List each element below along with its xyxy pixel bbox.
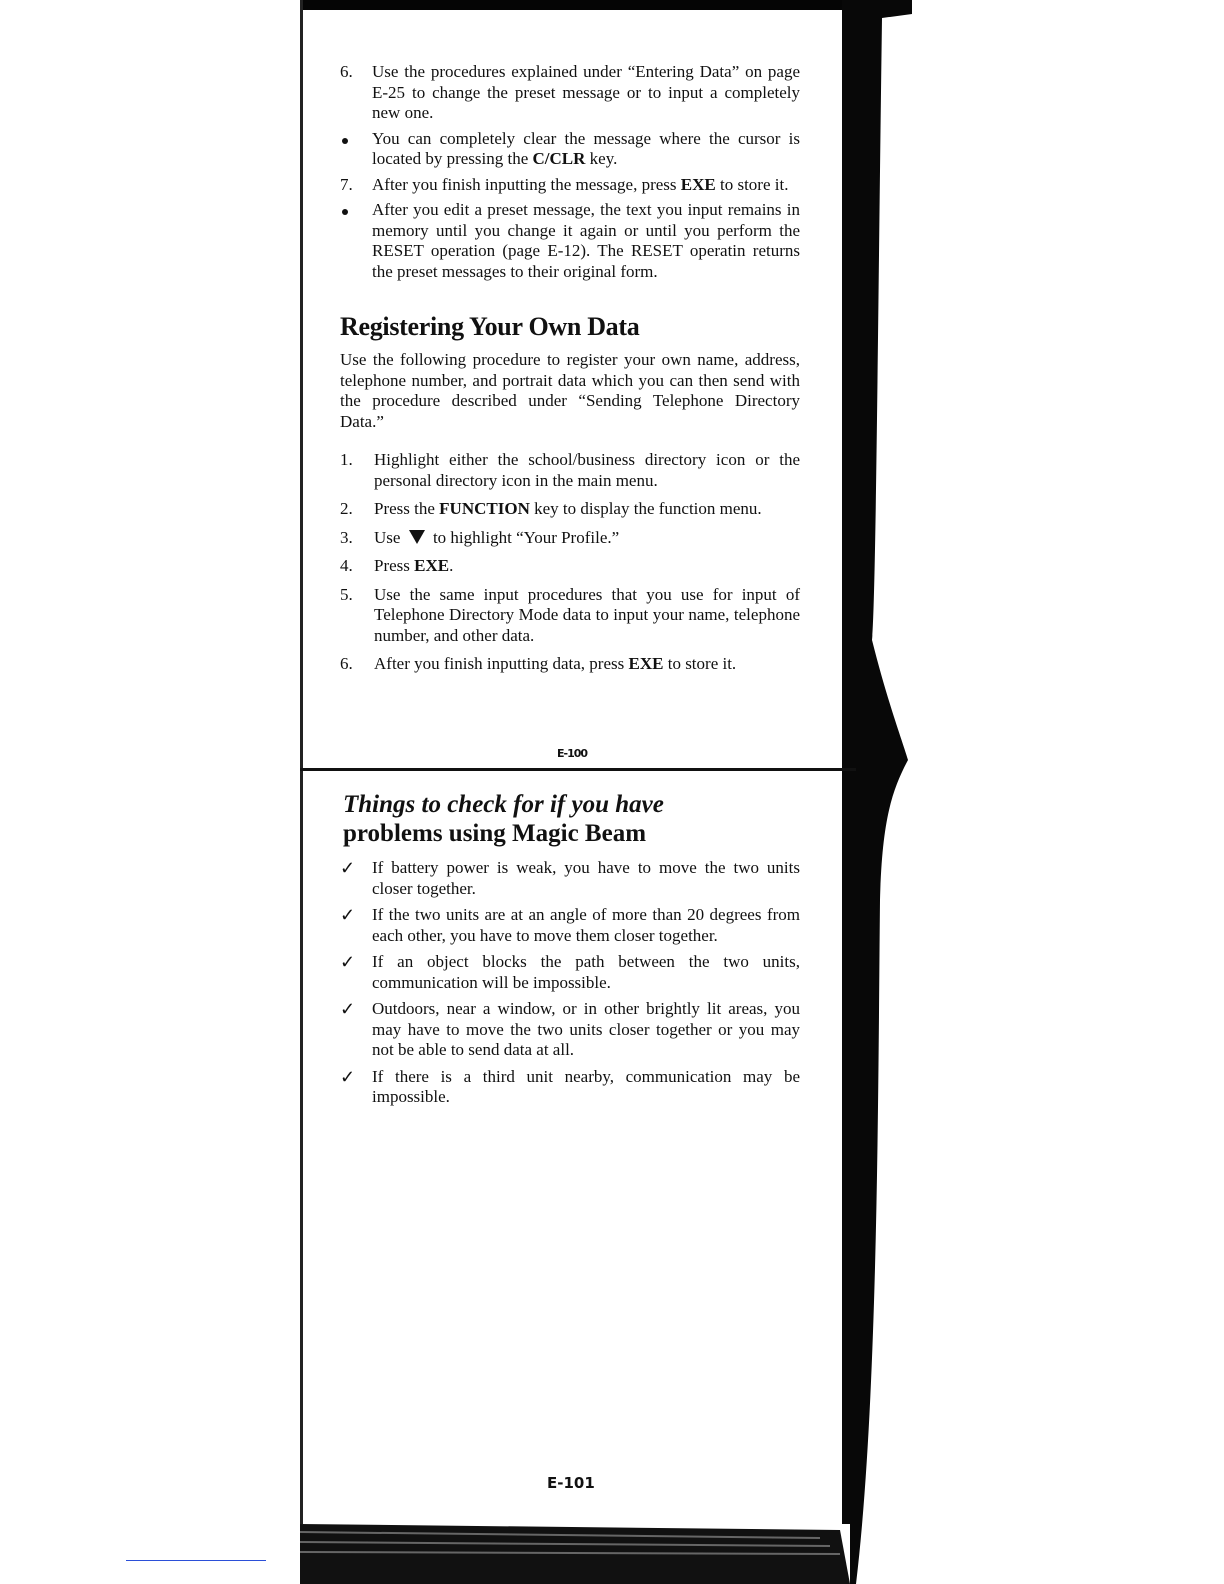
page-number-bottom: E-101	[547, 1474, 595, 1492]
bullet-item	[340, 129, 800, 170]
text-run: Use	[374, 527, 405, 547]
checklist	[340, 858, 800, 1108]
text-run: to store it.	[715, 174, 789, 194]
step-text	[374, 556, 800, 577]
section-title: Registering Your Own Data	[340, 312, 640, 341]
step-number: 6.	[340, 654, 353, 673]
page-e100	[340, 62, 800, 683]
scan-page-curl	[300, 10, 860, 16]
check-item	[340, 905, 800, 946]
down-arrow-icon	[409, 530, 425, 544]
check-text: If there is a third unit nearby, communication may be impossible.	[372, 1066, 800, 1106]
text-run: key to display the function menu.	[529, 499, 762, 518]
page-number-top: E-100	[557, 747, 588, 760]
bullet-item	[340, 200, 800, 282]
step-item	[340, 585, 800, 647]
text-run: to highlight “Your Profile.”	[428, 527, 620, 547]
step-item	[340, 528, 800, 549]
step-text	[374, 654, 800, 675]
key-name: EXE	[680, 174, 716, 194]
numbered-item	[340, 62, 800, 124]
item-text	[372, 175, 800, 196]
numbered-item	[340, 175, 800, 196]
text-run: After you finish inputting data, press	[374, 654, 629, 673]
key-name: FUNCTION	[439, 499, 530, 518]
scan-edge-bottom	[300, 1524, 850, 1584]
page-divider	[300, 768, 856, 771]
item-text	[372, 129, 800, 170]
check-text: If an object blocks the path between the two units, communication will be impossible.	[372, 952, 800, 992]
check-item	[340, 1067, 800, 1108]
text-run: Press	[374, 556, 415, 575]
step-text	[374, 528, 800, 549]
check-item	[340, 858, 800, 899]
step-number: 4.	[340, 556, 353, 575]
text-run: Use the procedures explained under “Entering Data” on page E-25 to change the preset message or to input a completely new one.	[372, 62, 800, 122]
step-number: 2.	[340, 499, 353, 518]
step-item	[340, 499, 800, 520]
item-text	[372, 62, 800, 124]
step-item	[340, 654, 800, 675]
page-e101	[340, 790, 800, 1114]
text-run: Use the same input procedures that you use for input of Telephone Directory Mode data to input your name, telephone number, and other data.	[374, 584, 800, 645]
instruction-list	[340, 62, 800, 282]
title-line-1: Things to check for if you have	[343, 791, 664, 818]
step-item	[340, 556, 800, 577]
footnote-rule	[126, 1560, 266, 1561]
check-text: If the two units are at an angle of more than 20 degrees from each other, you have to move them closer together.	[372, 905, 800, 945]
bullet-icon	[342, 138, 348, 144]
item-marker	[340, 200, 372, 221]
step-text	[374, 499, 800, 520]
text-run: to store it.	[663, 654, 737, 673]
check-item	[340, 999, 800, 1061]
troubleshooting-title	[343, 790, 800, 848]
item-marker	[340, 129, 372, 150]
step-text	[374, 450, 800, 491]
step-number: 1.	[340, 450, 353, 469]
text-run: You can completely clear the message where the cursor is located by pressing the	[372, 128, 800, 168]
scan-binding-shadow	[842, 0, 912, 1584]
step-number: 5.	[340, 584, 353, 604]
checkmark-icon: ✓	[340, 858, 356, 878]
text-run: .	[449, 556, 454, 575]
check-item	[340, 952, 800, 993]
checkmark-icon: ✓	[340, 905, 356, 925]
text-run: Press the	[374, 499, 440, 518]
bullet-icon	[342, 209, 348, 215]
step-text	[374, 585, 800, 647]
key-name: C/CLR	[532, 149, 586, 168]
item-text	[372, 200, 800, 282]
checkmark-icon: ✓	[340, 999, 356, 1019]
item-marker: 6.	[340, 62, 353, 81]
check-text: If battery power is weak, you have to move the two units closer together.	[372, 858, 800, 898]
text-run: Highlight either the school/business directory icon or the personal directory icon in the main menu.	[374, 450, 800, 490]
item-marker: 7.	[340, 174, 353, 194]
text-run: After you finish inputting the message, press	[372, 174, 681, 194]
checkmark-icon: ✓	[340, 1066, 356, 1087]
step-item	[340, 450, 800, 491]
procedure-steps	[340, 450, 800, 675]
text-run: After you edit a preset message, the text you input remains in memory until you change it again or until you perform the RESET operation (page E-12). The RESET operatin returns the preset messages to their original form.	[372, 200, 800, 281]
step-number: 3.	[340, 527, 353, 547]
text-run: key.	[585, 149, 618, 168]
checkmark-icon: ✓	[340, 952, 356, 972]
key-name: EXE	[628, 654, 664, 673]
check-text: Outdoors, near a window, or in other brightly lit areas, you may have to move the two units closer together or you may not be able to send data at all.	[372, 999, 800, 1059]
title-line-2: problems using Magic Beam	[343, 820, 647, 847]
key-name: EXE	[414, 556, 450, 575]
scan-edge-left	[300, 0, 303, 1584]
section-intro: Use the following procedure to register your own name, address, telephone number, and portrait data which you can then send with the procedure described under “Sending Telephone Directory Data.”	[340, 350, 800, 431]
